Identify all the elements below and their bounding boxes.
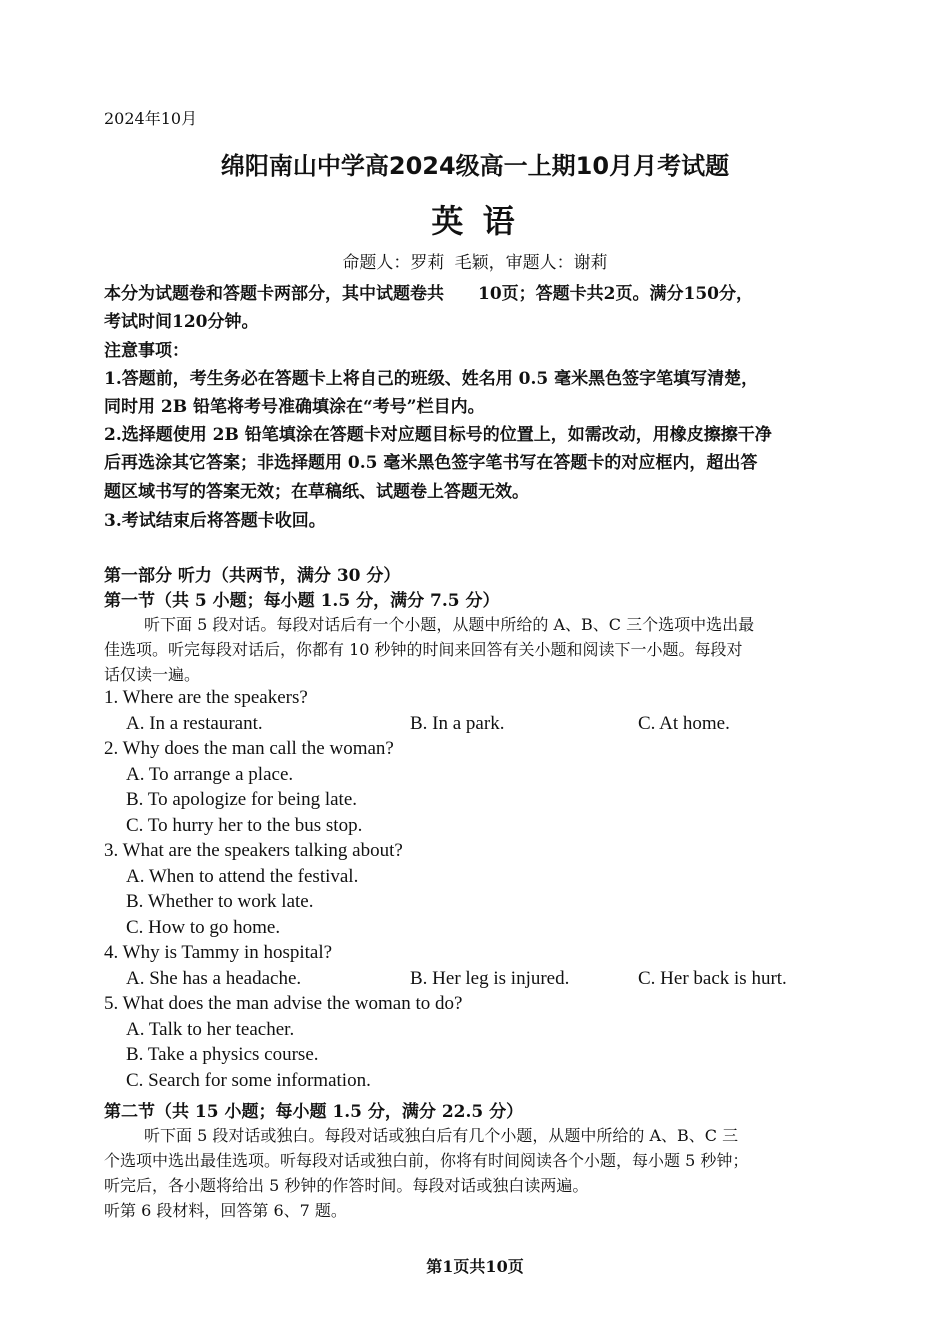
section2-heading: 第二节（共 15 小题；每小题 1.5 分，满分 22.5 分） — [104, 1102, 524, 1122]
section1-instr-1: 听下面 5 段对话。每段对话后有一个小题，从题中所给的 A、B、C 三个选项中选出最 — [144, 615, 755, 634]
section2-instr-3: 听完后，各小题将给出 5 秒钟的作答时间。每段对话或独白读两遍。 — [104, 1176, 589, 1195]
page-number: 第1页共10页 — [426, 1257, 524, 1276]
question-4: 4. Why is Tammy in hospital? — [104, 942, 333, 963]
question-5: 5. What does the man advise the woman to do? — [104, 993, 463, 1014]
q4-option-a: A. She has a headache. — [126, 968, 302, 989]
question-3: 3. What are the speakers talking about? — [104, 840, 403, 861]
question-2: 2. Why does the man call the woman? — [104, 738, 394, 759]
notes-heading: 注意事项： — [104, 341, 189, 361]
note-1-line-1: 1.答题前，考生务必在答题卡上将自己的班级、姓名用 0.5 毫米黑色签字笔填写清楚， — [104, 369, 759, 389]
question-1: 1. Where are the speakers? — [104, 687, 308, 708]
q3-option-b: B. Whether to work late. — [126, 891, 314, 912]
section2-instr-1: 听下面 5 段对话或独白。每段对话或独白后有几个小题，从题中所给的 A、B、C 三 — [144, 1126, 739, 1145]
q5-option-a: A. Talk to her teacher. — [126, 1019, 295, 1040]
q1-option-a: A. In a restaurant. — [126, 713, 263, 734]
note-1-line-2: 同时用 2B 铅笔将考号准确填涂在“考号”栏目内。 — [104, 397, 485, 417]
section1-instr-3: 话仅读一遍。 — [104, 665, 201, 684]
note-2-line-2: 后再选涂其它答案；非选择题用 0.5 毫米黑色签字笔书写在答题卡的对应框内，超出答 — [104, 453, 758, 473]
material-6-instruction: 听第 6 段材料，回答第 6、7 题。 — [104, 1201, 347, 1220]
section1-instr-2: 佳选项。听完每段对话后，你都有 10 秒钟的时间来回答有关小题和阅读下一小题。每段对 — [104, 640, 743, 659]
q2-option-c: C. To hurry her to the bus stop. — [126, 815, 363, 836]
q2-option-a: A. To arrange a place. — [126, 764, 294, 785]
section1-heading: 第一节（共 5 小题；每小题 1.5 分，满分 7.5 分） — [104, 591, 500, 611]
note-2-line-1: 2.选择题使用 2B 铅笔填涂在答题卡对应题目标号的位置上，如需改动，用橡皮擦擦干净 — [104, 425, 772, 445]
q3-option-c: C. How to go home. — [126, 917, 281, 938]
q2-option-b: B. To apologize for being late. — [126, 789, 358, 810]
subject-title: 英 语 — [431, 202, 519, 240]
q4-option-c: C. Her back is hurt. — [638, 968, 787, 989]
section2-instr-2: 个选项中选出最佳选项。听每段对话或独白前，你将有时间阅读各个小题，每小题 5 秒钟； — [104, 1151, 749, 1170]
q5-option-c: C. Search for some information. — [126, 1070, 371, 1091]
exam-title: 绵阳南山中学高2024级高一上期10月月考试题 — [220, 152, 730, 180]
intro-line-2: 考试时间120分钟。 — [104, 312, 259, 332]
note-3: 3.考试结束后将答题卡收回。 — [104, 511, 326, 531]
q5-option-b: B. Take a physics course. — [126, 1044, 319, 1065]
q4-option-b: B. Her leg is injured. — [410, 968, 570, 989]
exam-date: 2024年10月 — [104, 109, 198, 128]
q1-option-c: C. At home. — [638, 713, 730, 734]
part1-heading: 第一部分 听力（共两节，满分 30 分） — [104, 566, 401, 586]
note-2-line-3: 题区域书写的答案无效；在草稿纸、试题卷上答题无效。 — [104, 482, 529, 502]
intro-line-1: 本分为试题卷和答题卡两部分，其中试题卷共 10页；答题卡共2页。满分150分， — [104, 284, 753, 304]
authors-line: 命题人：罗莉 毛颖，审题人：谢莉 — [342, 253, 608, 273]
q3-option-a: A. When to attend the festival. — [126, 866, 359, 887]
q1-option-b: B. In a park. — [410, 713, 505, 734]
